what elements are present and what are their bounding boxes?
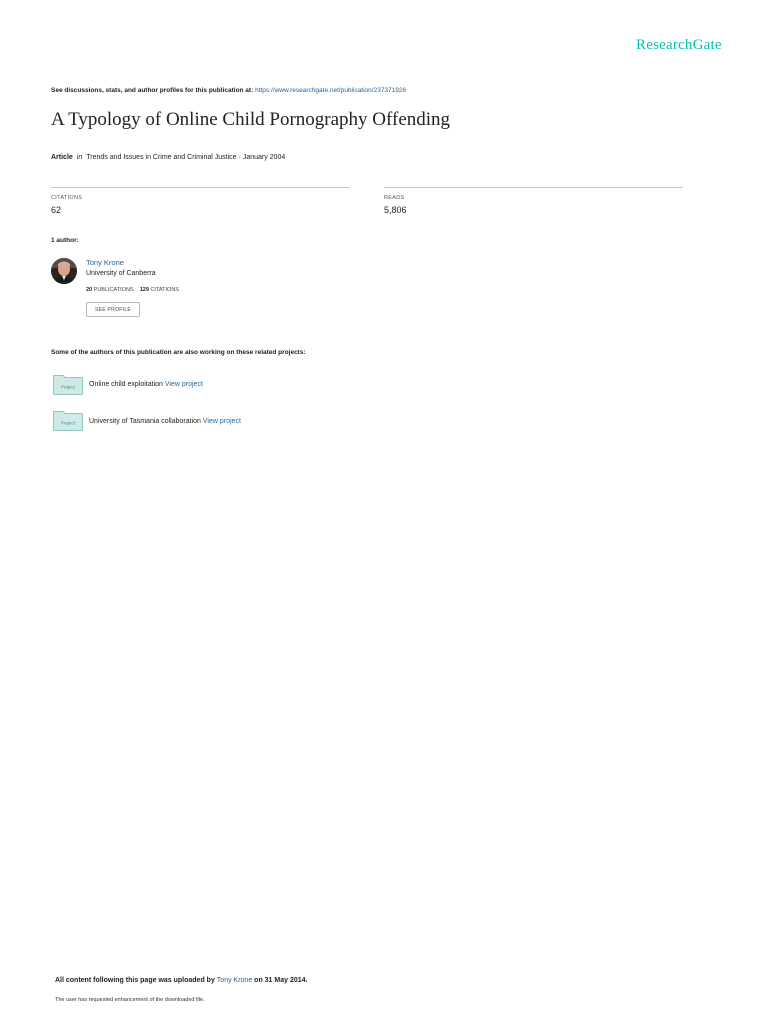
reads-value: 5,806 — [384, 205, 407, 215]
in-label: in — [76, 154, 83, 161]
researchgate-logo[interactable]: ResearchGate — [636, 37, 722, 53]
project-folder-icon[interactable] — [53, 410, 83, 431]
publication-url-link[interactable]: https://www.researchgate.net/publication/237371926 — [255, 87, 407, 94]
projects-heading: Some of the authors of this publication are also working on these related projects: — [51, 349, 306, 356]
project-name: Online child exploitation — [89, 381, 163, 388]
publication-title: A Typology of Online Child Pornography Offending — [51, 109, 451, 130]
author-name[interactable]: Tony Krone — [86, 258, 124, 267]
uploader-link[interactable]: Tony Krone — [216, 977, 253, 984]
upload-suffix: on 31 May 2014. — [254, 977, 308, 984]
author-avatar[interactable] — [51, 258, 77, 284]
citations-divider — [51, 187, 350, 188]
see-profile-button[interactable]: SEE PROFILE — [86, 302, 140, 317]
citations-value: 62 — [51, 205, 62, 215]
discussion-text: See discussions, stats, and author profiles for this publication at: — [51, 87, 254, 94]
author-institution: University of Canberra — [86, 270, 156, 277]
author-citations-count: 129 — [139, 287, 149, 293]
discussion-line — [51, 87, 406, 94]
author-photo — [51, 258, 77, 284]
project-name: University of Tasmania collaboration — [89, 418, 201, 425]
citations-label: CITATIONS — [51, 195, 83, 201]
upload-notice — [55, 977, 307, 984]
meta-separator: · — [238, 154, 241, 161]
view-project-link[interactable]: View project — [202, 418, 241, 425]
upload-prefix: All content following this page was uploaded by — [55, 977, 215, 984]
author-stats — [86, 287, 179, 293]
authors-heading: 1 author: — [51, 237, 79, 244]
project-item — [89, 381, 203, 388]
project-icon-label: Project — [60, 384, 76, 390]
publication-meta — [51, 154, 285, 161]
publication-type: Article — [51, 154, 73, 161]
project-item — [89, 418, 241, 425]
author-publications-label: PUBLICATIONS — [93, 287, 134, 293]
publication-date: January 2004 — [242, 154, 286, 161]
author-name-link[interactable] — [86, 258, 124, 267]
reads-label: READS — [384, 195, 405, 201]
journal-name: Trends and Issues in Crime and Criminal Justice — [86, 154, 237, 161]
reads-divider — [384, 187, 683, 188]
author-publications-count: 20 — [86, 287, 93, 293]
enhancement-note: The user has requested enhancement of the downloaded file. — [55, 997, 205, 1003]
project-icon-label: Project — [60, 420, 76, 426]
project-folder-icon[interactable] — [53, 374, 83, 395]
view-project-link[interactable]: View project — [164, 381, 203, 388]
author-citations-label: CITATIONS — [150, 287, 179, 293]
